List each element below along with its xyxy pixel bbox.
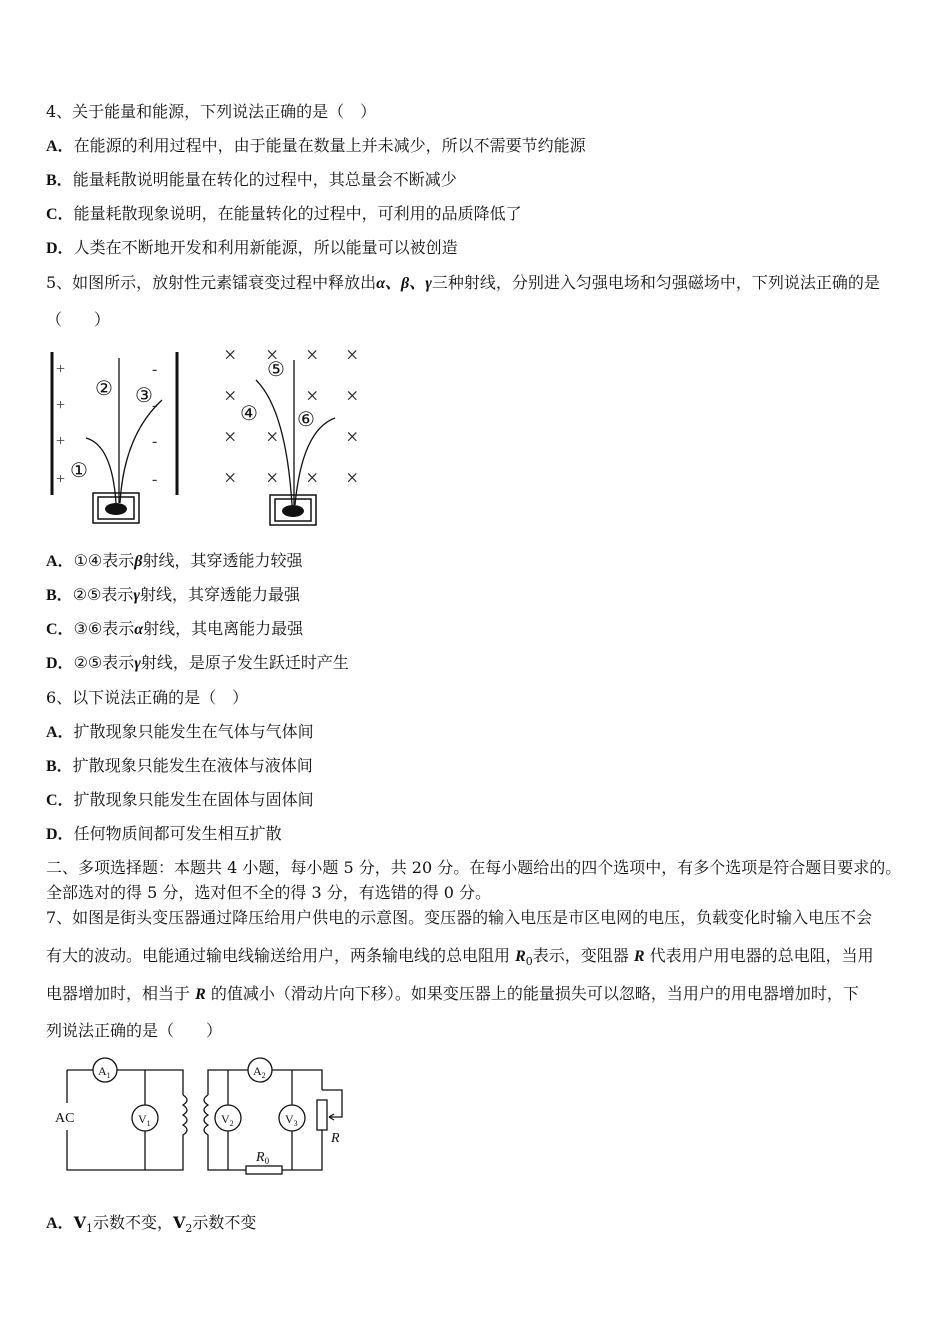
q6-option-b[interactable] <box>46 756 313 777</box>
q5-stem-post: 三种射线，分别进入匀强电场和匀强磁场中，下列说法正确的是 <box>431 273 880 292</box>
cross-mark: × <box>346 465 359 490</box>
wire <box>208 1137 246 1170</box>
cross-mark: × <box>306 342 319 367</box>
option-letter: C． <box>46 792 74 809</box>
cross-mark: × <box>224 424 237 449</box>
r-symbol: R <box>195 986 206 1003</box>
r-label: R <box>331 1131 340 1146</box>
label-3: ③ <box>135 385 153 407</box>
option-text: ②⑤表示 <box>72 585 134 604</box>
section2-heading: 二、多项选择题：本题共 4 小题，每小题 5 分，共 20 分。在每小题给出的四个选项中，有多个选项是符合题目要求的。 <box>46 858 902 877</box>
ray-6-path <box>295 418 335 505</box>
option-text: ①④表示 <box>73 551 135 570</box>
radium-source <box>282 505 304 517</box>
option-text: 任何物质间都可发生相互扩散 <box>73 824 282 843</box>
q7-option-a[interactable] <box>46 1213 256 1239</box>
option-text: ③⑥表示 <box>73 619 135 638</box>
option-letter: B． <box>46 587 73 604</box>
q7-text: 电器增加时，相当于 <box>46 984 196 1003</box>
option-text: 扩散现象只能发生在液体与液体间 <box>72 756 313 775</box>
option-text: ②⑤表示 <box>73 653 135 672</box>
meter-letter: A <box>253 1064 262 1078</box>
q5-option-b[interactable] <box>46 585 300 606</box>
minus-sign: - <box>152 361 158 378</box>
meter-subscript: 1 <box>106 1071 111 1080</box>
q7-text: 的值减小（滑动片向下移）。如果变压器上的能量损失可以忽略，当用户的用电器增加时，下 <box>205 984 859 1003</box>
meter-letter: V <box>285 1112 294 1126</box>
q5-rays: α、β、γ <box>376 275 432 292</box>
radium-source <box>105 503 127 515</box>
label-2: ② <box>95 378 113 400</box>
q4-option-a[interactable] <box>46 136 586 157</box>
cross-mark: × <box>346 383 359 408</box>
meter-subscript: 2 <box>261 1071 266 1080</box>
cross-mark: × <box>224 383 237 408</box>
cross-mark: × <box>306 465 319 490</box>
ray-symbol: γ <box>134 655 141 672</box>
option-text: 示数不变 <box>192 1213 257 1232</box>
option-text: 能量耗散说明能量在转化的过程中，其总量会不断减少 <box>72 170 457 189</box>
q7-stem-line3 <box>46 984 859 1005</box>
ray-symbol: α <box>134 621 144 638</box>
q5-option-c[interactable] <box>46 619 303 640</box>
cross-mark: × <box>346 424 359 449</box>
option-text: 扩散现象只能发生在气体与气体间 <box>73 722 314 741</box>
q5-stem <box>46 273 880 294</box>
meter-symbol: V <box>173 1213 186 1232</box>
cross-mark: × <box>266 342 279 367</box>
q4-option-d[interactable] <box>46 238 458 259</box>
minus-sign: - <box>152 433 158 450</box>
q6-option-a[interactable] <box>46 722 314 743</box>
q4-stem: 4、关于能量和能源，下列说法正确的是（ ） <box>46 102 377 121</box>
primary-coil <box>183 1095 187 1137</box>
plus-sign: + <box>56 471 66 488</box>
plus-sign: + <box>56 397 66 414</box>
option-text: 射线，其电离能力最强 <box>143 619 304 638</box>
label-4: ④ <box>240 403 258 425</box>
q7-stem-line4: 列说法正确的是（ ） <box>46 1021 223 1040</box>
q5-figure <box>40 340 380 530</box>
r0-symbol: R <box>515 948 526 965</box>
q6-option-d[interactable] <box>46 824 282 845</box>
r0-resistor <box>246 1166 282 1174</box>
wire <box>272 1070 322 1090</box>
meter-subscript: 2 <box>185 1222 193 1236</box>
option-text: 在能源的利用过程中，由于能量在数量上并未减少，所以不需要节约能源 <box>73 136 586 155</box>
option-text: 射线，是原子发生跃迁时产生 <box>140 653 349 672</box>
q5-option-d[interactable] <box>46 653 349 674</box>
cross-mark: × <box>306 383 319 408</box>
option-letter: C． <box>46 621 74 638</box>
wire <box>67 1130 183 1170</box>
q7-circuit-figure <box>50 1055 360 1185</box>
cross-mark: × <box>224 342 237 367</box>
meter-subscript: 3 <box>293 1119 298 1128</box>
q5-stem-pre: 5、如图所示，放射性元素镭衰变过程中释放出 <box>46 273 377 292</box>
rheostat-body <box>317 1100 327 1130</box>
meter-letter: A <box>98 1064 107 1078</box>
option-letter: C． <box>46 206 74 223</box>
meter-subscript: 2 <box>229 1119 234 1128</box>
ac-label: AC <box>55 1111 75 1126</box>
q7-text: 表示，变阻器 <box>532 946 634 965</box>
label-5: ⑤ <box>267 359 285 381</box>
q7-text: 有大的波动。电能通过输电线输送给用户，两条输电线的总电阻用 <box>46 946 516 965</box>
ray-symbol: γ <box>133 587 141 604</box>
meter-subscript: 1 <box>146 1119 151 1128</box>
option-letter: D． <box>46 655 74 672</box>
plus-sign: + <box>56 433 66 450</box>
label-1: ① <box>70 460 88 482</box>
r0-subscript: 0 <box>264 1156 270 1166</box>
meter-letter: V <box>138 1112 147 1126</box>
r0-letter: R <box>256 1150 265 1165</box>
cross-mark: × <box>266 424 279 449</box>
option-letter: A． <box>46 138 74 155</box>
option-text: 人类在不断地开发和利用新能源，所以能量可以被创造 <box>73 238 458 257</box>
q7-stem-line1: 7、如图是街头变压器通过降压给用户供电的示意图。变压器的输入电压是市区电网的电压，负载变化时输入电压不会 <box>46 908 873 927</box>
r0-label <box>255 1150 270 1166</box>
q5-option-a[interactable] <box>46 551 302 572</box>
option-letter: A． <box>46 1215 74 1232</box>
q7-stem-line2 <box>46 946 874 972</box>
secondary-coil <box>204 1095 208 1137</box>
option-text: 射线，其穿透能力最强 <box>140 585 301 604</box>
ray-symbol: β <box>134 553 143 570</box>
option-text: 示数不变， <box>92 1213 173 1232</box>
meter-subscript: 1 <box>85 1222 93 1236</box>
section2-heading-cont: 全部选对的得 5 分，选对但不全的得 3 分，有选错的得 0 分。 <box>46 883 492 902</box>
minus-sign: - <box>152 397 158 414</box>
option-letter: A． <box>46 724 74 741</box>
minus-sign: - <box>152 471 158 488</box>
r-symbol: R <box>633 948 645 965</box>
wire <box>282 1135 322 1170</box>
q4-option-b[interactable] <box>46 170 457 191</box>
q7-text: 代表用户用电器的总电阻，当用 <box>644 946 874 965</box>
option-text: 射线，其穿透能力较强 <box>142 551 303 570</box>
option-letter: A． <box>46 553 74 570</box>
meter-letter: V <box>221 1112 230 1126</box>
label-6: ⑥ <box>297 409 315 431</box>
option-text: 扩散现象只能发生在固体与固体间 <box>73 790 314 809</box>
q6-option-c[interactable] <box>46 790 314 811</box>
cross-mark: × <box>266 465 279 490</box>
option-letter: D． <box>46 826 74 843</box>
q5-paren: （ ） <box>46 310 111 329</box>
q6-stem: 6、以下说法正确的是（ ） <box>46 688 249 707</box>
option-text: 能量耗散现象说明，在能量转化的过程中，可利用的品质降低了 <box>73 204 522 223</box>
cross-mark: × <box>346 342 359 367</box>
cross-mark: × <box>224 465 237 490</box>
option-letter: D． <box>46 240 74 257</box>
wire <box>117 1070 183 1095</box>
q4-option-c[interactable] <box>46 204 522 225</box>
r0-subscript: 0 <box>525 955 533 969</box>
option-letter: B． <box>46 758 73 775</box>
option-letter: B． <box>46 172 73 189</box>
plus-sign: + <box>56 361 66 378</box>
meter-symbol: V <box>73 1213 86 1232</box>
